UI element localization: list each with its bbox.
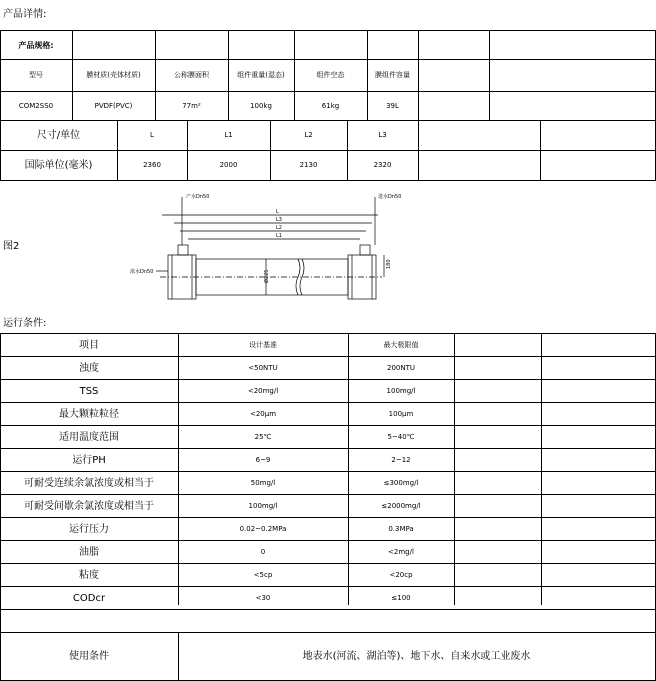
operating-item: TSS <box>79 385 99 397</box>
dims-value-l2: 2130 <box>299 161 318 169</box>
dims-value-l3: 2320 <box>373 161 392 169</box>
operating-max-value: ≤100 <box>391 593 411 602</box>
dims-header-unit: 尺寸/单位 <box>36 130 81 141</box>
operating-item: 粘度 <box>79 569 99 581</box>
annotation-side: 180 <box>386 259 392 269</box>
operating-design-value: 50mg/l <box>250 478 276 487</box>
operating-max-value: ≤300mg/l <box>383 478 419 487</box>
dims-unit-label: 国际单位(毫米) <box>24 160 93 171</box>
spec-header-wet-weight: 组件重量(湿态) <box>237 71 285 79</box>
operating-header-cell: 设计基准 <box>249 340 277 349</box>
dims-header-l: L <box>150 131 154 139</box>
annotation-diameter: Ø225 <box>264 269 270 283</box>
dims-header-l2: L2 <box>304 131 313 139</box>
operating-design-value: <30 <box>255 593 271 602</box>
annotation-l2: L2 <box>276 225 282 231</box>
operating-item: 可耐受连续余氯浓度或相当于 <box>24 477 154 489</box>
operating-design-value: 0.02~0.2MPa <box>239 524 287 533</box>
operating-design-value: 100mg/l <box>248 501 278 510</box>
annotation-concentrate: 浓水Dn50 <box>130 269 154 275</box>
spec-heading: 产品规格: <box>18 40 54 50</box>
spec-wet-weight: 100kg <box>250 101 272 110</box>
annotation-l3: L3 <box>276 217 282 223</box>
operating-item: 浊度 <box>79 362 99 374</box>
spec-header-area: 公称膜面积 <box>174 71 209 79</box>
operating-max-value: 5~40℃ <box>387 432 415 441</box>
usage-value: 地表水(河流、湖泊等)、地下水、自来水或工业废水 <box>302 651 531 662</box>
operating-item: 最大颗粒粒径 <box>59 408 119 420</box>
spec-material: PVDF(PVC) <box>94 101 133 110</box>
operating-max-value: <2mg/l <box>388 547 414 556</box>
spec-model: COM2SS0 <box>18 101 54 110</box>
annotation-l: L <box>276 209 279 215</box>
operating-design-value: 25℃ <box>254 432 272 441</box>
operating-item: 油脂 <box>79 546 99 558</box>
annotation-l1: L1 <box>276 233 282 239</box>
annotation-inlet-water: 进水Dn50 <box>378 194 402 200</box>
operating-max-value: 100mg/l <box>386 386 416 395</box>
operating-max-value: 200NTU <box>387 363 415 372</box>
operating-item: 可耐受间歇余氯浓度或相当于 <box>24 500 154 512</box>
operating-max-value: <20cp <box>389 570 413 579</box>
dims-header-l1: L1 <box>224 131 233 139</box>
operating-design-value: <20mg/l <box>247 386 279 395</box>
operating-item: 适用温度范围 <box>59 431 119 443</box>
operating-item: 运行压力 <box>69 523 109 535</box>
operating-design-value: 0 <box>260 547 266 556</box>
operating-design-value: <20μm <box>249 409 277 418</box>
operating-heading: 运行条件: <box>3 318 47 329</box>
spec-empty-weight: 61kg <box>321 101 340 110</box>
dims-header-l3: L3 <box>378 131 387 139</box>
spec-capacity: 39L <box>386 101 399 110</box>
operating-header-cell: 项目 <box>79 339 99 351</box>
usage-label: 使用条件 <box>69 651 109 662</box>
operating-item: CODcr <box>72 592 106 604</box>
operating-max-value: 0.3MPa <box>388 524 414 533</box>
figure-label: 图2 <box>3 241 20 252</box>
module-drawing <box>120 185 420 310</box>
spec-header-capacity: 膜组件容量 <box>375 71 410 79</box>
operating-design-value: 6~9 <box>255 455 271 464</box>
dims-value-l1: 2000 <box>219 161 238 169</box>
operating-max-value: 100μm <box>388 409 414 418</box>
operating-item: 运行PH <box>72 454 106 466</box>
spec-area: 77m² <box>182 101 201 110</box>
operating-design-value: <50NTU <box>248 363 278 372</box>
dims-value-l: 2360 <box>143 161 161 169</box>
annotation-product-water: 产水Dn50 <box>186 194 210 200</box>
operating-max-value: 2~12 <box>391 455 411 464</box>
spec-header-empty: 组件空态 <box>316 71 345 79</box>
operating-design-value: <5cp <box>253 570 273 579</box>
operating-max-value: ≤2000mg/l <box>381 501 421 510</box>
spec-header-material: 膜材质(壳体材质) <box>86 71 141 79</box>
page-title: 产品详情: <box>3 9 47 20</box>
spec-header-model: 型号 <box>29 71 43 79</box>
operating-header-cell: 最大极限值 <box>383 340 419 349</box>
